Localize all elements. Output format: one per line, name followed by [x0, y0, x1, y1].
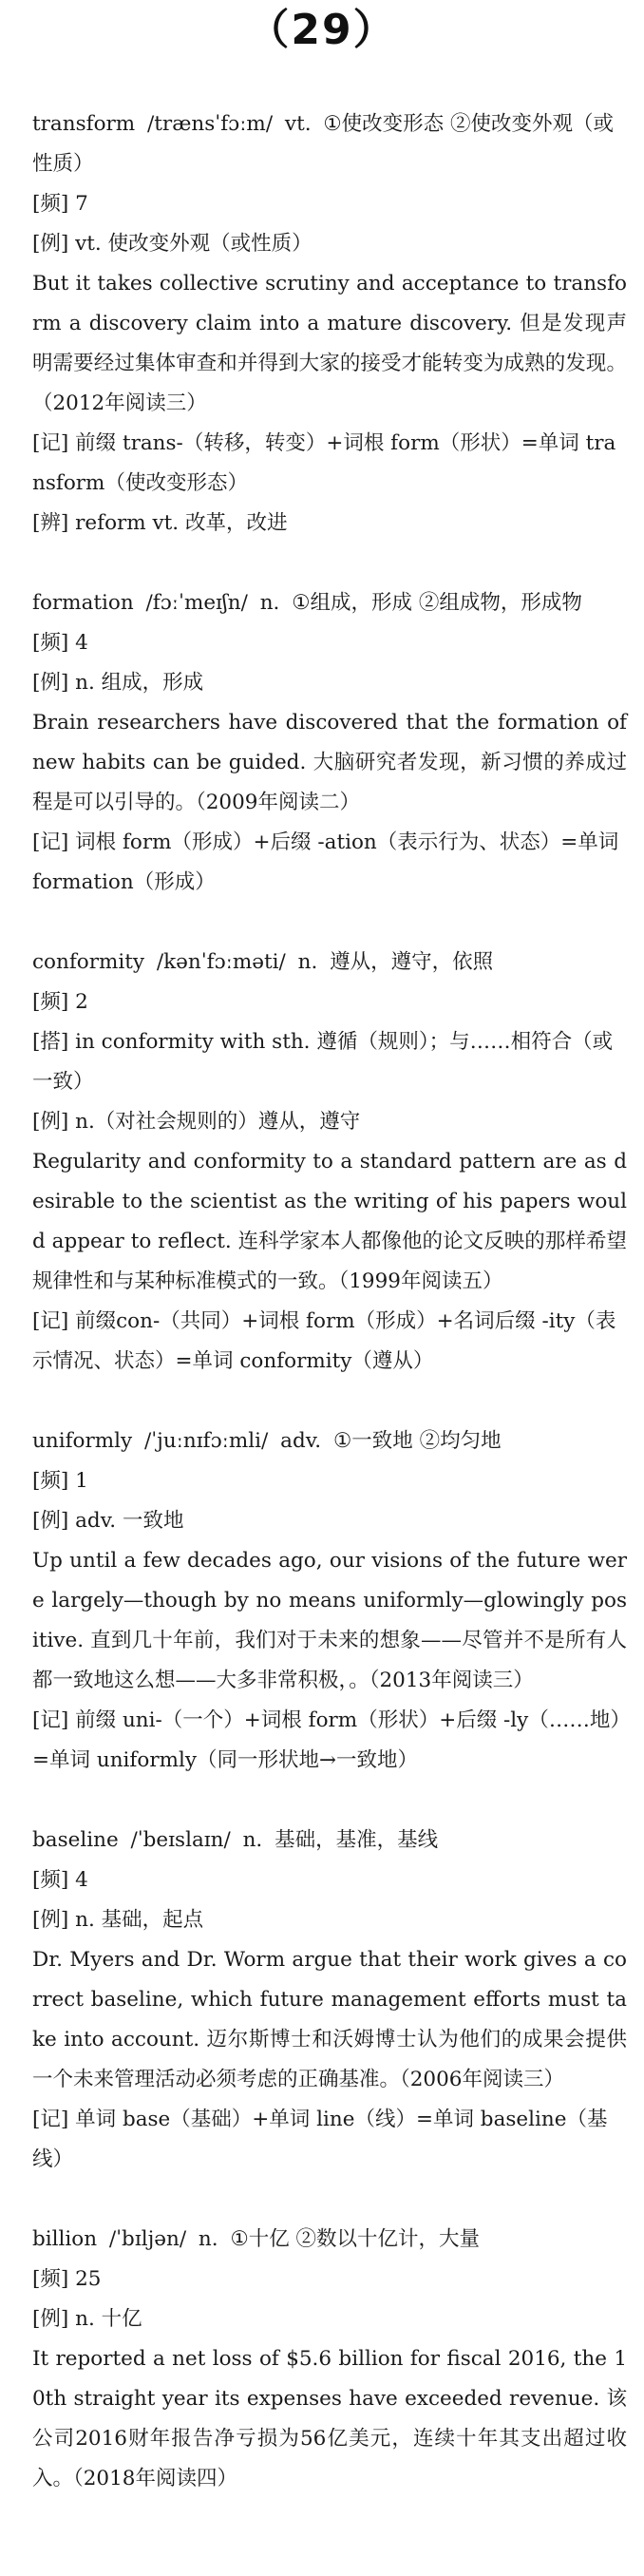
entry-example-label: [例] adv. 一致地	[32, 1509, 184, 1533]
entry-example-label: [例] n.（对社会规则的）遵从，遵守	[32, 1110, 361, 1134]
entry-definitions: ①十亿 ②数以十亿计，大量	[230, 2227, 481, 2251]
entry-definitions: 遵从，遵守，依照	[330, 950, 494, 974]
entry-note: [记] 前缀 uni-（一个）+词根 form（形状）+后缀 -ly（……地）=单词 uniformly（同一形状地→一致地）	[32, 1708, 621, 1772]
entry-word: conformity	[32, 950, 145, 974]
entry-part-of-speech: adv.	[280, 1429, 322, 1453]
entry-example-label: [例] n. 十亿	[32, 2307, 142, 2331]
entry-example-label: [例] n. 组成，形成	[32, 671, 204, 695]
entry-definitions: ①一致地 ②均匀地	[332, 1429, 502, 1453]
entry-definitions: 基础，基准，基线	[275, 1828, 439, 1852]
vocab-entry	[32, 1422, 627, 1781]
entry-example: Regularity and conformity to a standard pattern are as desirable to the scientist as the writing of his papers would appear to reflect. 连科学家本人都像他的论文反映的那样希望规律性和与某种标准模式的一致。（1999年阅读五）	[32, 1150, 627, 1293]
entry-headline	[32, 2220, 627, 2260]
vocab-entry	[32, 583, 627, 903]
entry-example: But it takes collective scrutiny and acceptance to transform a discovery claim into a mature discovery. 但是发现声明需要经过集体审查和并得到大家的接受才能转变为成熟的发现。（2012年阅读三）	[32, 272, 627, 415]
entry-example-label: [例] n. 基础，起点	[32, 1908, 204, 1932]
vocabulary-list	[32, 105, 627, 2539]
entry-phonetic: /ˈbɪljən/	[108, 2227, 187, 2251]
vocab-entry	[32, 2220, 627, 2499]
entry-note: [记] 单词 base（基础）+单词 line（线）=单词 baseline（基线）	[32, 2108, 608, 2171]
entry-headline	[32, 1821, 627, 1860]
entry-part-of-speech: n.	[297, 950, 318, 974]
vocab-entry	[32, 943, 627, 1382]
entry-phonetic: /kənˈfɔːməti/	[156, 950, 286, 974]
entry-example-label: [例] vt. 使改变外观（或性质）	[32, 232, 313, 256]
entry-note: [辨] reform vt. 改革，改进	[32, 511, 288, 535]
entry-phonetic: /ˈjuːnɪfɔːmli/	[144, 1429, 269, 1453]
entry-headline	[32, 105, 627, 184]
entry-note: [记] 前缀 trans-（转移，转变）+词根 form（形状）=单词 transform（使改变形态）	[32, 431, 616, 495]
entry-headline	[32, 943, 627, 983]
entry-phonetic: /trænsˈfɔːm/	[147, 112, 274, 136]
entry-part-of-speech: n.	[198, 2227, 218, 2251]
entry-definitions: ①组成，形成 ②组成物，形成物	[292, 591, 582, 615]
entry-word: formation	[32, 591, 134, 615]
entry-word: billion	[32, 2227, 98, 2251]
entry-part-of-speech: vt.	[284, 112, 312, 136]
entry-part-of-speech: n.	[242, 1828, 263, 1852]
entry-word: transform	[32, 112, 136, 136]
entry-example: Dr. Myers and Dr. Worm argue that their work gives a correct baseline, which future management efforts must take into account. 迈尔斯博士和沃姆博士认为他们的成果会提供一个未来管理活动必须考虑的正确基准。（2006年阅读三）	[32, 1948, 627, 2091]
entry-headline	[32, 1422, 627, 1461]
entry-frequency: [频] 7	[32, 192, 88, 216]
entry-frequency: [频] 25	[32, 2267, 102, 2291]
entry-definitions: ①使改变形态 ②使改变外观（或性质）	[32, 112, 615, 176]
vocab-entry	[32, 105, 627, 544]
entry-note: [记] 词根 form（形成）+后缀 -ation（表示行为、状态）=单词 formation（形成）	[32, 830, 619, 894]
entry-phonetic: /ˈbeɪslaɪn/	[130, 1828, 231, 1852]
entry-word: baseline	[32, 1828, 119, 1852]
entry-word: uniformly	[32, 1429, 133, 1453]
entry-frequency: [频] 2	[32, 990, 88, 1014]
entry-note: [记] 前缀con-（共同）+词根 form（形成）+名词后缀 -ity（表示情况、状态）=单词 conformity（遵从）	[32, 1309, 616, 1373]
entry-frequency: [频] 1	[32, 1469, 88, 1493]
page-title: （29）	[247, 6, 397, 54]
entry-frequency: [频] 4	[32, 631, 88, 655]
entry-part-of-speech: n.	[259, 591, 280, 615]
entry-example: It reported a net loss of $5.6 billion for fiscal 2016, the 10th straight year its expenses have exceeded revenue. 该公司2016财年报告净亏损为56亿美元，连续十年其支出超过收入。（2018年阅读四）	[32, 2347, 627, 2490]
entry-phonetic: /fɔːˈmeɪʃn/	[145, 591, 248, 615]
entry-frequency: [频] 4	[32, 1868, 88, 1892]
entry-collocation: [搭] in conformity with sth. 遵循（规则）；与……相符合（或一致）	[32, 1030, 614, 1094]
entry-example: Up until a few decades ago, our visions of the future were largely—though by no means uniformly—glowingly positive. 直到几十年前，我们对于未来的想象——尽管并不是所有人都一致地这么想——大多非常积极，。（2013年阅读三）	[32, 1549, 627, 1692]
vocab-entry	[32, 1821, 627, 2180]
entry-headline	[32, 583, 627, 623]
entry-example: Brain researchers have discovered that the formation of new habits can be guided. 大脑研究者发现，新习惯的养成过程是可以引导的。（2009年阅读二）	[32, 711, 627, 814]
